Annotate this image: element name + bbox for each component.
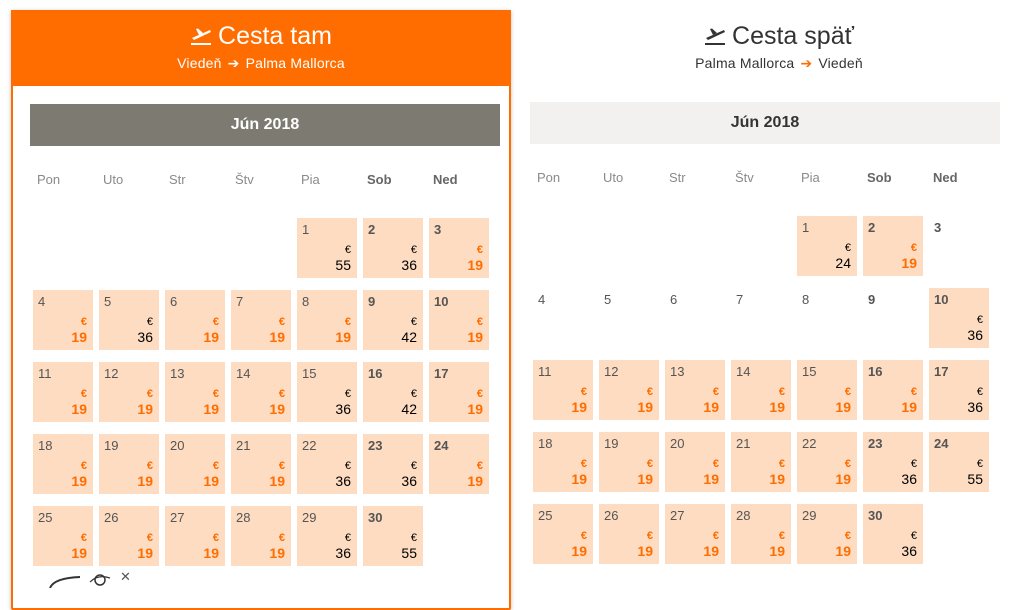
price: 42 xyxy=(401,329,417,345)
calendar-day-cell[interactable] xyxy=(929,432,989,492)
price: 55 xyxy=(967,471,983,487)
weekday-label: Pon xyxy=(537,170,561,185)
day-number: 15 xyxy=(302,366,317,381)
price: 36 xyxy=(401,473,417,489)
calendar-day-cell[interactable] xyxy=(429,290,489,350)
day-number: 12 xyxy=(604,364,619,379)
lowest-price: 19 xyxy=(269,545,285,561)
calendar-day-cell[interactable] xyxy=(429,434,489,494)
day-number: 27 xyxy=(670,508,685,523)
day-number: 21 xyxy=(236,438,251,453)
outbound-title: Cesta tam xyxy=(218,22,332,50)
currency-symbol: € xyxy=(476,460,483,472)
calendar-day-cell xyxy=(863,288,923,348)
currency-symbol: € xyxy=(344,532,351,544)
currency-symbol: € xyxy=(646,386,653,398)
day-number: 29 xyxy=(302,510,317,525)
day-number: 25 xyxy=(538,508,553,523)
calendar-day-cell[interactable] xyxy=(165,290,225,350)
day-number: 17 xyxy=(934,364,949,379)
currency-symbol: € xyxy=(80,316,87,328)
currency-symbol: € xyxy=(476,244,483,256)
price: 55 xyxy=(401,545,417,561)
lowest-price: 19 xyxy=(203,545,219,561)
currency-symbol: € xyxy=(80,460,87,472)
currency-symbol: € xyxy=(80,532,87,544)
plane-takeoff-icon xyxy=(190,26,212,46)
currency-symbol: € xyxy=(146,388,153,400)
currency-symbol: € xyxy=(410,532,417,544)
lowest-price: 19 xyxy=(637,543,653,559)
currency-symbol: € xyxy=(976,314,983,326)
currency-symbol: € xyxy=(146,532,153,544)
day-number: 1 xyxy=(302,222,310,237)
currency-symbol: € xyxy=(844,386,851,398)
day-number: 23 xyxy=(368,438,383,453)
weekday-label: Str xyxy=(169,172,186,187)
calendar-day-cell[interactable] xyxy=(363,434,423,494)
lowest-price: 19 xyxy=(71,329,87,345)
currency-symbol: € xyxy=(778,386,785,398)
calendar-day-cell[interactable] xyxy=(363,362,423,422)
price: 36 xyxy=(401,257,417,273)
calendar-day-cell[interactable] xyxy=(33,290,93,350)
currency-symbol: € xyxy=(278,316,285,328)
lowest-price: 19 xyxy=(467,257,483,273)
calendar-day-cell[interactable] xyxy=(297,434,357,494)
currency-symbol: € xyxy=(410,244,417,256)
calendar-day-cell[interactable] xyxy=(165,362,225,422)
price: 36 xyxy=(967,399,983,415)
weekday-label: Štv xyxy=(735,170,754,185)
lowest-price: 19 xyxy=(269,329,285,345)
lowest-price: 19 xyxy=(137,401,153,417)
currency-symbol: € xyxy=(712,386,719,398)
calendar-day-cell[interactable] xyxy=(165,434,225,494)
calendar-day-cell xyxy=(533,288,593,348)
currency-symbol: € xyxy=(278,388,285,400)
day-number: 4 xyxy=(538,292,546,307)
day-number: 5 xyxy=(604,292,612,307)
currency-symbol: € xyxy=(278,460,285,472)
calendar-day-cell[interactable] xyxy=(165,506,225,566)
currency-symbol: € xyxy=(146,460,153,472)
lowest-price: 19 xyxy=(703,399,719,415)
calendar-day-cell[interactable] xyxy=(363,290,423,350)
currency-symbol: € xyxy=(844,458,851,470)
day-number: 20 xyxy=(670,436,685,451)
calendar-day-cell[interactable] xyxy=(33,434,93,494)
day-number: 26 xyxy=(604,508,619,523)
price: 36 xyxy=(137,329,153,345)
calendar-day-cell[interactable] xyxy=(599,504,659,564)
day-number: 11 xyxy=(38,366,52,381)
calendar-day-cell[interactable] xyxy=(99,506,159,566)
weekday-label: Pia xyxy=(301,172,320,187)
calendar-day-cell[interactable] xyxy=(665,360,725,420)
weekday-label: Sob xyxy=(867,170,892,185)
lowest-price: 19 xyxy=(71,473,87,489)
currency-symbol: € xyxy=(212,388,219,400)
price: 42 xyxy=(401,401,417,417)
day-number: 8 xyxy=(302,294,310,309)
calendar-day-cell[interactable] xyxy=(297,506,357,566)
day-number: 3 xyxy=(934,220,942,235)
calendar-day-cell[interactable] xyxy=(665,504,725,564)
lowest-price: 19 xyxy=(769,543,785,559)
lowest-price: 19 xyxy=(769,471,785,487)
lowest-price: 19 xyxy=(901,399,917,415)
return-month-bar: Jún 2018 xyxy=(530,102,1000,144)
lowest-price: 19 xyxy=(71,545,87,561)
calendar-day-cell[interactable] xyxy=(863,360,923,420)
day-number: 18 xyxy=(538,436,553,451)
day-number: 6 xyxy=(670,292,678,307)
calendar-day-cell[interactable] xyxy=(731,432,791,492)
currency-symbol: € xyxy=(910,458,917,470)
currency-symbol: € xyxy=(712,458,719,470)
currency-symbol: € xyxy=(646,530,653,542)
currency-symbol: € xyxy=(344,316,351,328)
calendar-day-cell[interactable] xyxy=(797,432,857,492)
currency-symbol: € xyxy=(410,388,417,400)
currency-symbol: € xyxy=(580,530,587,542)
outbound-calendar-panel xyxy=(11,10,511,610)
arrow-right-icon: ➔ xyxy=(227,55,240,71)
calendar-day-cell[interactable] xyxy=(929,360,989,420)
currency-symbol: € xyxy=(344,388,351,400)
calendar-day-cell[interactable] xyxy=(231,290,291,350)
calendar-day-cell[interactable] xyxy=(99,362,159,422)
currency-symbol: € xyxy=(212,316,219,328)
currency-symbol: € xyxy=(212,460,219,472)
lowest-price: 19 xyxy=(269,473,285,489)
lowest-price: 19 xyxy=(203,329,219,345)
calendar-day-cell[interactable] xyxy=(797,360,857,420)
day-number: 15 xyxy=(802,364,817,379)
calendar-day-cell[interactable] xyxy=(863,504,923,564)
lowest-price: 19 xyxy=(637,399,653,415)
day-number: 13 xyxy=(170,366,185,381)
day-number: 24 xyxy=(434,438,449,453)
outbound-month-bar: Jún 2018 xyxy=(30,104,500,146)
day-number: 2 xyxy=(868,220,876,235)
currency-symbol: € xyxy=(80,388,87,400)
day-number: 7 xyxy=(736,292,744,307)
return-header xyxy=(529,10,1025,86)
day-number: 7 xyxy=(236,294,244,309)
day-number: 27 xyxy=(170,510,185,525)
day-number: 14 xyxy=(236,366,251,381)
calendar-day-cell[interactable] xyxy=(863,216,923,276)
day-number: 18 xyxy=(38,438,53,453)
calendar-day-cell[interactable] xyxy=(99,434,159,494)
calendar-day-cell xyxy=(797,288,857,348)
price: 36 xyxy=(335,401,351,417)
lowest-price: 19 xyxy=(703,543,719,559)
day-number: 17 xyxy=(434,366,449,381)
day-number: 23 xyxy=(868,436,883,451)
currency-symbol: € xyxy=(778,458,785,470)
advertisement-banner[interactable] xyxy=(40,569,140,588)
price: 36 xyxy=(901,543,917,559)
calendar-day-cell[interactable] xyxy=(533,360,593,420)
outbound-origin: Viedeň xyxy=(177,55,222,71)
weekday-label: Pia xyxy=(801,170,820,185)
day-number: 22 xyxy=(302,438,317,453)
return-origin: Palma Mallorca xyxy=(695,55,795,71)
calendar-day-cell xyxy=(599,288,659,348)
day-number: 3 xyxy=(434,222,442,237)
calendar-day-cell[interactable] xyxy=(297,362,357,422)
day-number: 1 xyxy=(802,220,810,235)
lowest-price: 19 xyxy=(467,401,483,417)
weekday-label: Ned xyxy=(433,172,458,187)
calendar-day-cell xyxy=(665,288,725,348)
day-number: 12 xyxy=(104,366,119,381)
day-number: 24 xyxy=(934,436,949,451)
calendar-day-cell[interactable] xyxy=(297,218,357,278)
lowest-price: 19 xyxy=(835,471,851,487)
lowest-price: 19 xyxy=(137,473,153,489)
price: 36 xyxy=(335,545,351,561)
day-number: 29 xyxy=(802,508,817,523)
lowest-price: 19 xyxy=(269,401,285,417)
calendar-day-cell[interactable] xyxy=(533,432,593,492)
calendar-day-cell[interactable] xyxy=(429,362,489,422)
day-number: 19 xyxy=(604,436,619,451)
currency-symbol: € xyxy=(778,530,785,542)
lowest-price: 19 xyxy=(835,543,851,559)
lowest-price: 19 xyxy=(71,401,87,417)
day-number: 28 xyxy=(236,510,251,525)
plane-takeoff-icon xyxy=(704,26,726,46)
lowest-price: 19 xyxy=(637,471,653,487)
calendar-day-cell xyxy=(731,288,791,348)
currency-symbol: € xyxy=(646,458,653,470)
day-number: 21 xyxy=(736,436,751,451)
calendar-day-cell[interactable] xyxy=(363,218,423,278)
calendar-day-cell[interactable] xyxy=(533,504,593,564)
price: 36 xyxy=(901,471,917,487)
day-number: 6 xyxy=(170,294,178,309)
currency-symbol: € xyxy=(344,244,351,256)
currency-symbol: € xyxy=(712,530,719,542)
currency-symbol: € xyxy=(476,316,483,328)
day-number: 20 xyxy=(170,438,185,453)
calendar-day-cell xyxy=(929,216,989,276)
currency-symbol: € xyxy=(910,386,917,398)
outbound-destination: Palma Mallorca xyxy=(245,55,345,71)
lowest-price: 19 xyxy=(571,471,587,487)
day-number: 5 xyxy=(104,294,112,309)
calendar-day-cell[interactable] xyxy=(863,432,923,492)
day-number: 16 xyxy=(868,364,883,379)
currency-symbol: € xyxy=(278,532,285,544)
day-number: 2 xyxy=(368,222,376,237)
weekday-label: Str xyxy=(669,170,686,185)
lowest-price: 19 xyxy=(137,545,153,561)
lowest-price: 19 xyxy=(467,473,483,489)
calendar-day-cell[interactable] xyxy=(665,432,725,492)
weekday-label: Pon xyxy=(37,172,61,187)
calendar-day-cell[interactable] xyxy=(297,290,357,350)
currency-symbol: € xyxy=(580,386,587,398)
currency-symbol: € xyxy=(344,460,351,472)
calendar-day-cell[interactable] xyxy=(797,216,857,276)
lowest-price: 19 xyxy=(335,329,351,345)
close-icon[interactable]: ✕ xyxy=(120,569,131,584)
day-number: 25 xyxy=(38,510,53,525)
calendar-day-cell[interactable] xyxy=(929,288,989,348)
lowest-price: 19 xyxy=(835,399,851,415)
lowest-price: 19 xyxy=(467,329,483,345)
day-number: 16 xyxy=(368,366,383,381)
calendar-day-cell[interactable] xyxy=(363,506,423,566)
day-number: 10 xyxy=(934,292,949,307)
day-number: 26 xyxy=(104,510,119,525)
price: 36 xyxy=(967,327,983,343)
lowest-price: 19 xyxy=(203,401,219,417)
day-number: 14 xyxy=(736,364,751,379)
currency-symbol: € xyxy=(580,458,587,470)
currency-symbol: € xyxy=(146,316,153,328)
currency-symbol: € xyxy=(976,458,983,470)
return-title: Cesta späť xyxy=(732,22,854,50)
day-number: 30 xyxy=(368,510,383,525)
day-number: 9 xyxy=(368,294,376,309)
calendar-day-cell[interactable] xyxy=(33,506,93,566)
return-destination: Viedeň xyxy=(818,55,863,71)
currency-symbol: € xyxy=(910,242,917,254)
day-number: 9 xyxy=(868,292,876,307)
lowest-price: 19 xyxy=(901,255,917,271)
calendar-day-cell[interactable] xyxy=(797,504,857,564)
price: 36 xyxy=(335,473,351,489)
lowest-price: 19 xyxy=(571,399,587,415)
weekday-label: Uto xyxy=(603,170,624,185)
day-number: 28 xyxy=(736,508,751,523)
calendar-day-cell[interactable] xyxy=(231,434,291,494)
return-calendar-panel xyxy=(529,10,1025,610)
day-number: 8 xyxy=(802,292,810,307)
weekday-label: Ned xyxy=(933,170,958,185)
price: 55 xyxy=(335,257,351,273)
currency-symbol: € xyxy=(410,460,417,472)
currency-symbol: € xyxy=(844,530,851,542)
day-number: 11 xyxy=(538,364,552,379)
currency-symbol: € xyxy=(976,386,983,398)
day-number: 22 xyxy=(802,436,817,451)
weekday-label: Sob xyxy=(367,172,392,187)
weekday-label: Uto xyxy=(103,172,124,187)
outbound-header xyxy=(11,10,511,86)
currency-symbol: € xyxy=(212,532,219,544)
lowest-price: 19 xyxy=(769,399,785,415)
calendar-day-cell[interactable] xyxy=(231,362,291,422)
currency-symbol: € xyxy=(476,388,483,400)
arrow-right-icon: ➔ xyxy=(800,55,813,71)
day-number: 30 xyxy=(868,508,883,523)
lowest-price: 19 xyxy=(203,473,219,489)
price: 24 xyxy=(835,255,851,271)
weekday-label: Štv xyxy=(235,172,254,187)
calendar-day-cell[interactable] xyxy=(731,504,791,564)
day-number: 13 xyxy=(670,364,685,379)
calendar-day-cell[interactable] xyxy=(731,360,791,420)
calendar-day-cell[interactable] xyxy=(599,432,659,492)
lowest-price: 19 xyxy=(703,471,719,487)
calendar-day-cell[interactable] xyxy=(599,360,659,420)
return-route xyxy=(529,55,1025,72)
day-number: 10 xyxy=(434,294,449,309)
calendar-day-cell[interactable] xyxy=(429,218,489,278)
outbound-route xyxy=(11,55,511,72)
calendar-day-cell[interactable] xyxy=(33,362,93,422)
currency-symbol: € xyxy=(410,316,417,328)
calendar-day-cell[interactable] xyxy=(99,290,159,350)
day-number: 4 xyxy=(38,294,46,309)
day-number: 19 xyxy=(104,438,119,453)
currency-symbol: € xyxy=(910,530,917,542)
currency-symbol: € xyxy=(844,242,851,254)
lowest-price: 19 xyxy=(571,543,587,559)
calendar-day-cell[interactable] xyxy=(231,506,291,566)
